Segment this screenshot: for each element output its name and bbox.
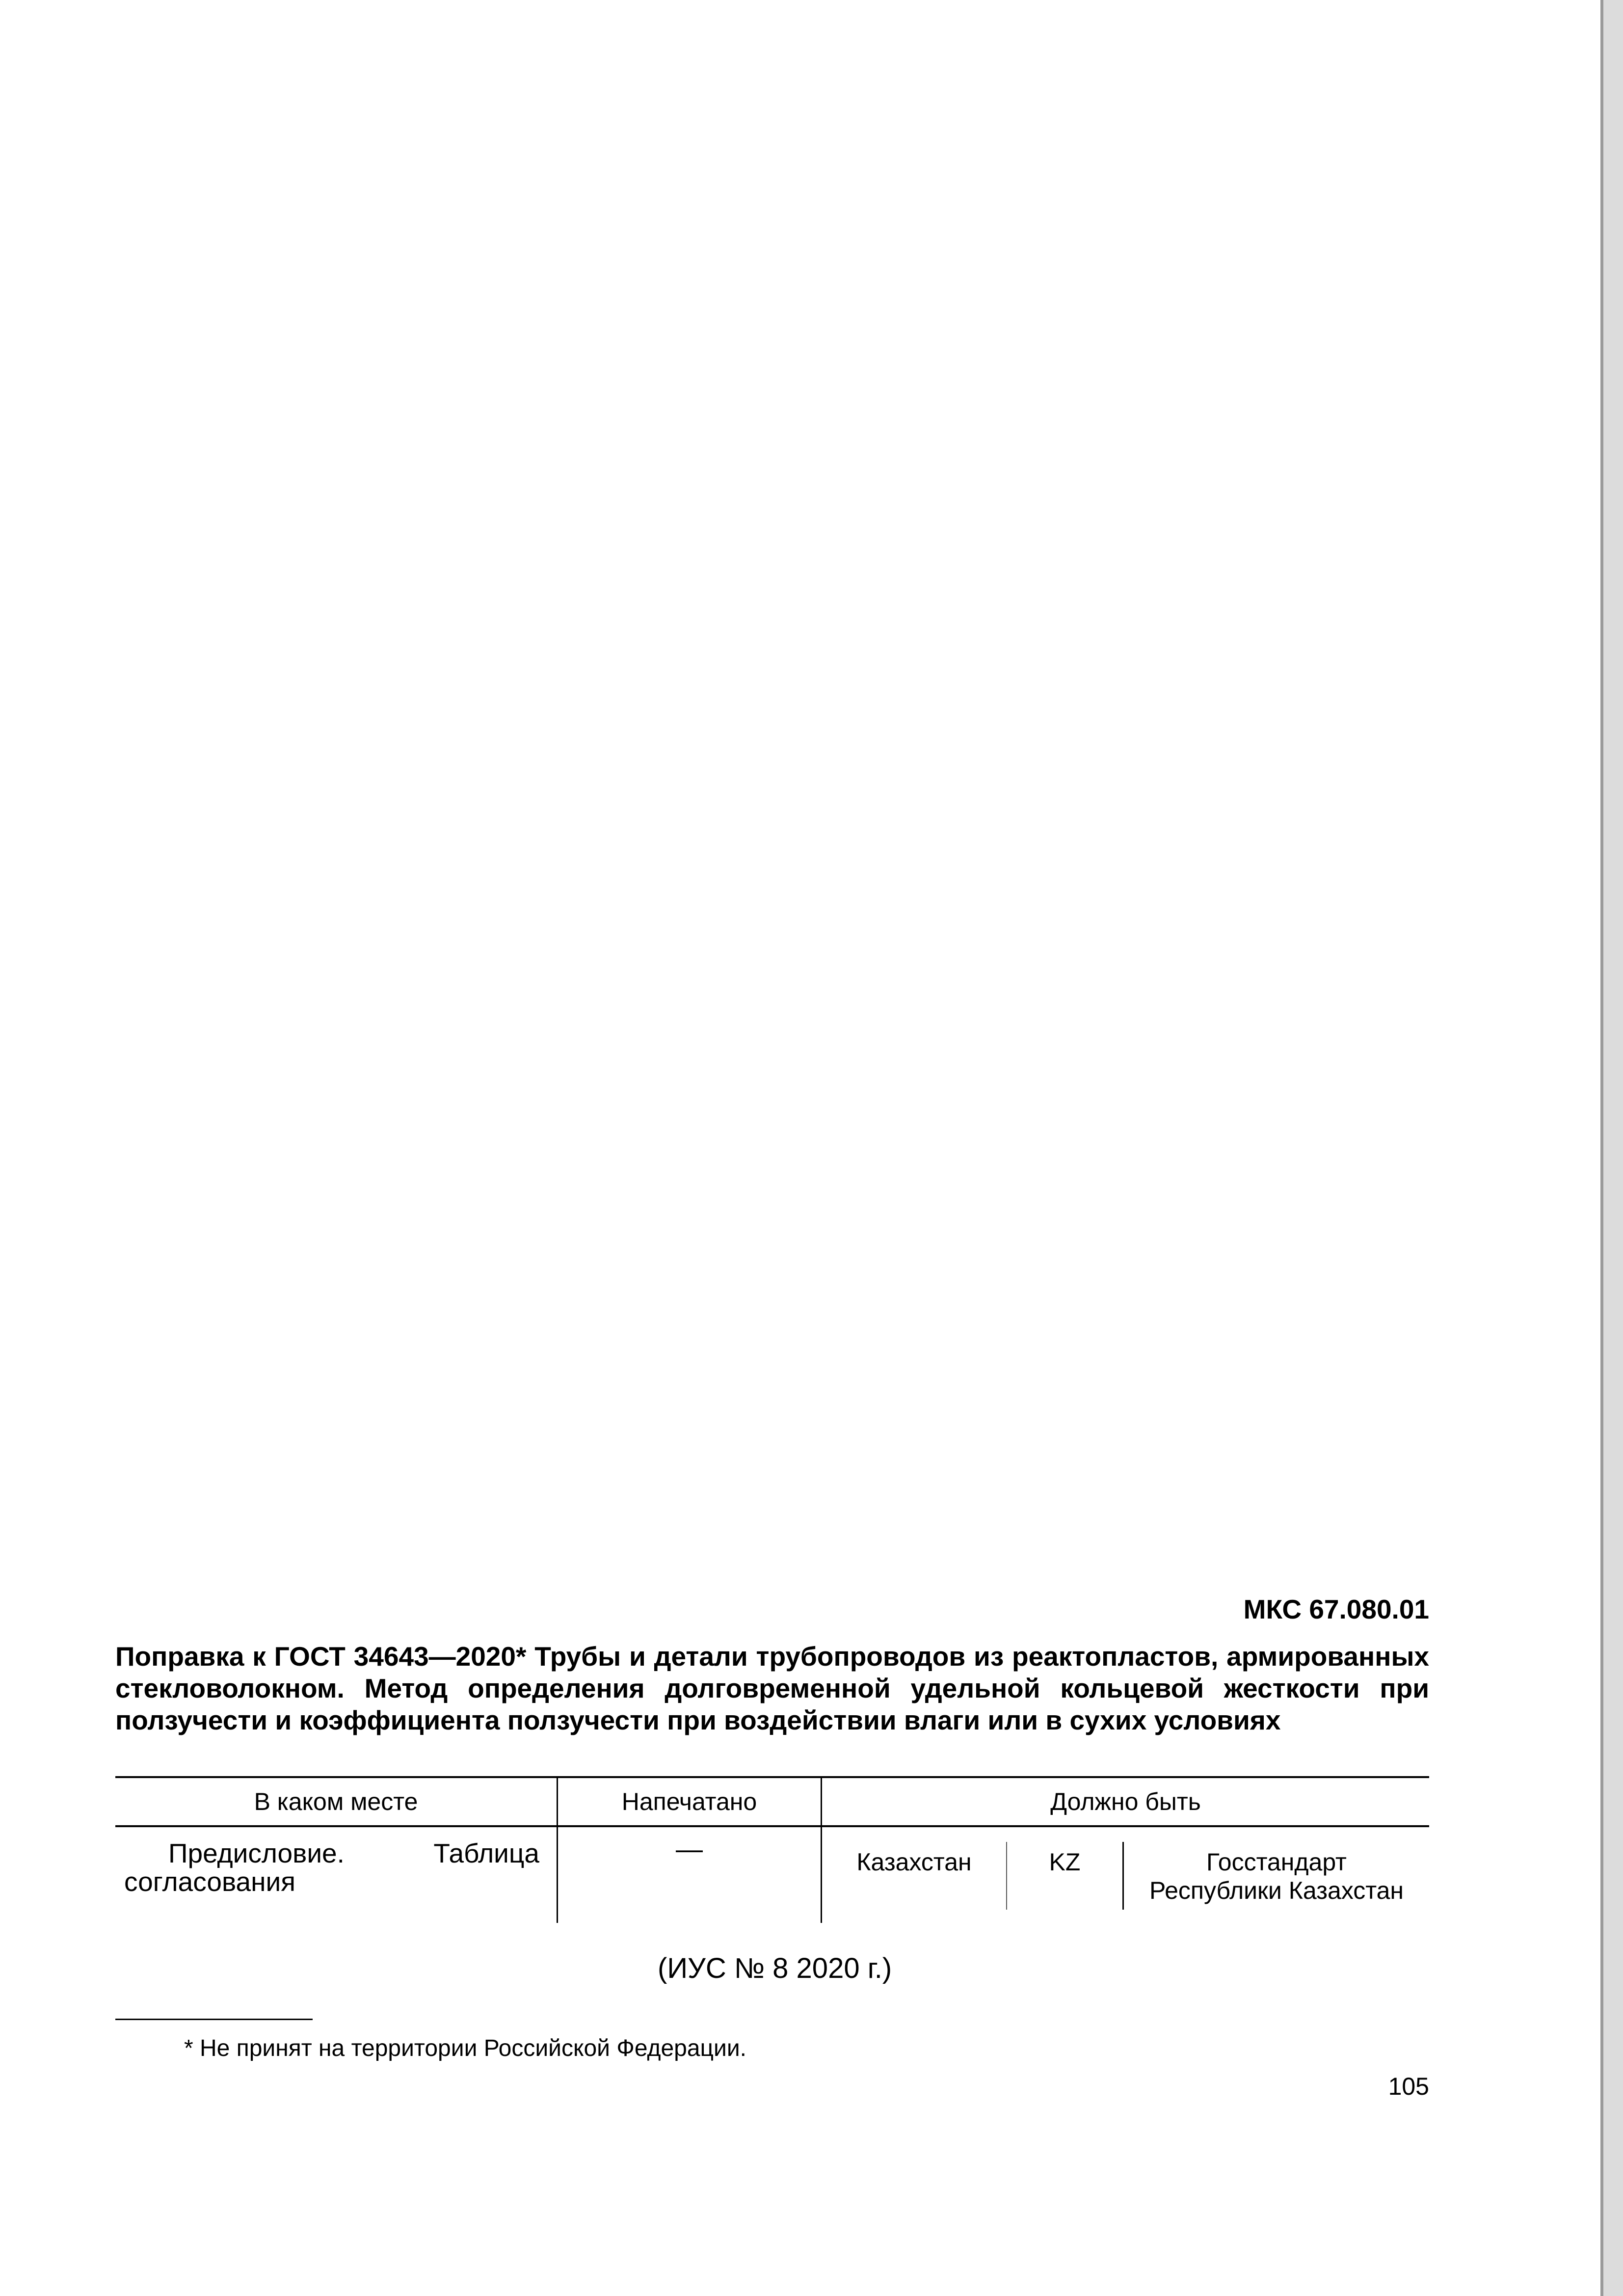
should-be-country: Казахстан [856, 1848, 972, 1876]
amendment-title: Поправка к ГОСТ 34643—2020* Трубы и детали трубопроводов из реактопластов, армированных стекловолокном. Метод определения долговременной удельной кольцевой жесткости при ползучести и коэффициента ползучести при воздействии влаги или в сухих условиях [115, 1641, 1429, 1735]
header-where: В каком месте [115, 1777, 558, 1826]
page-edge-shadow [1603, 0, 1623, 2296]
where-text: Предисловие. Таблица согласования [124, 1838, 539, 1897]
should-be-code: KZ [1006, 1842, 1122, 1910]
page-number: 105 [1388, 2073, 1429, 2100]
classification-code: МКС 67.080.01 [1243, 1594, 1429, 1624]
corrections-table [115, 1776, 1429, 1923]
cell-printed [558, 1826, 822, 1923]
footnote-divider [115, 2019, 313, 2020]
cell-should-be [822, 1826, 1430, 1923]
should-be-organization [1122, 1842, 1429, 1910]
cell-where [115, 1826, 558, 1923]
printed-text: — [676, 1834, 703, 1864]
header-printed: Напечатано [558, 1777, 822, 1826]
footnote: * Не принят на территории Российской Федерации. [184, 2035, 746, 2061]
organization-line-1: Госстандарт [1206, 1848, 1347, 1876]
source-reference: (ИУС № 8 2020 г.) [658, 1952, 892, 1984]
header-should-be: Должно быть [822, 1777, 1430, 1826]
organization-line-2: Республики Казахстан [1149, 1877, 1404, 1904]
should-be-grid [822, 1842, 1429, 1910]
table-header-row [115, 1777, 1429, 1826]
table-row [115, 1826, 1429, 1923]
